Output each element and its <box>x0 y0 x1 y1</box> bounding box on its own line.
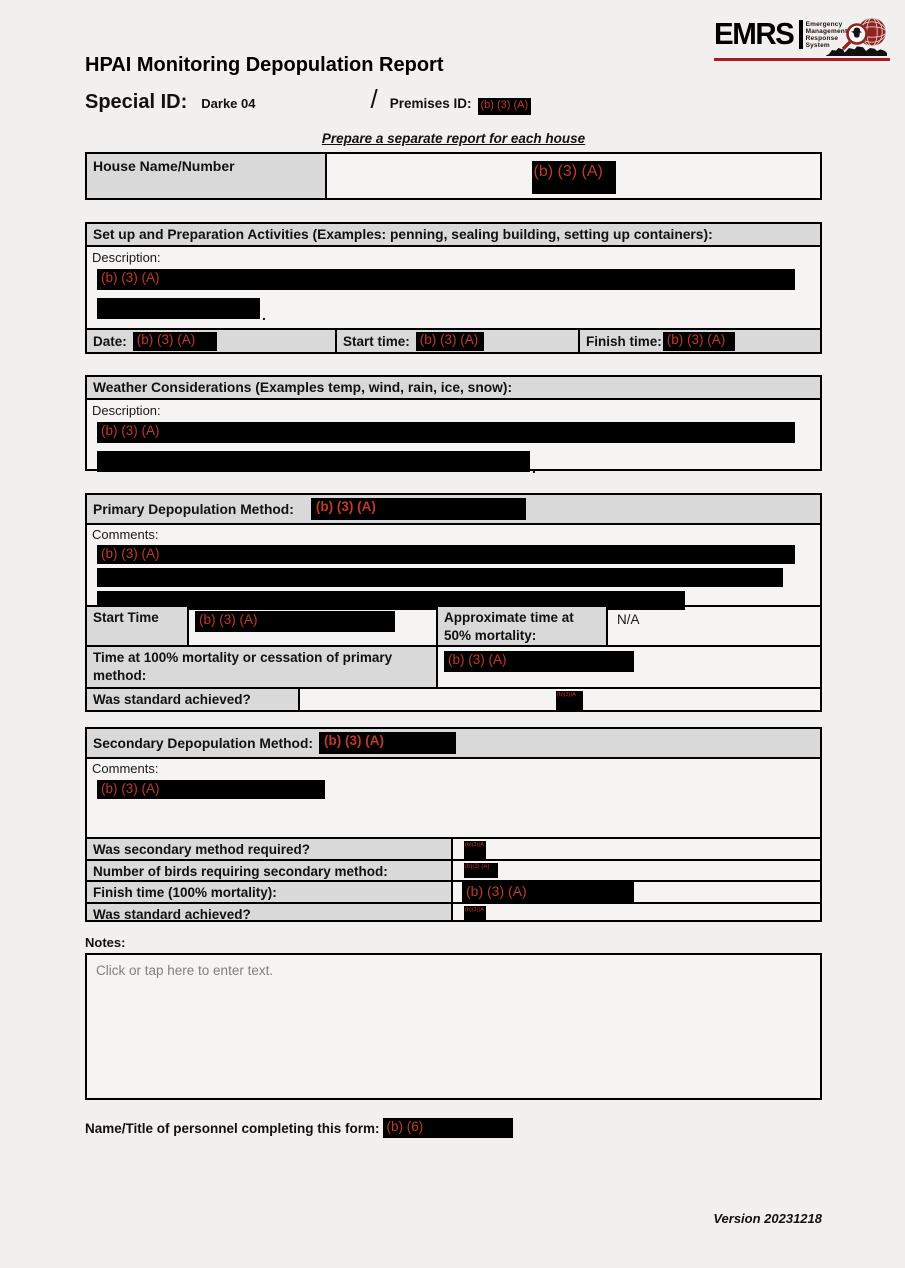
secondary-method-label: Secondary Depopulation Method: <box>93 735 313 751</box>
primary-standard-label-cell <box>87 689 300 710</box>
setup-start-time-cell <box>337 330 580 352</box>
secondary-birds-label: Number of birds requiring secondary method: <box>93 864 388 879</box>
personnel-label: Name/Title of personnel completing this form: <box>85 1120 380 1136</box>
logo-word-system: System <box>805 42 830 49</box>
primary-start-time-cell <box>87 607 189 645</box>
start-time-label: Start time: <box>343 333 410 349</box>
secondary-standard-redaction: (b)(3)(A <box>464 906 486 922</box>
weather-section <box>85 375 822 476</box>
finish-time-redaction: (b) (3) (A) <box>663 332 735 351</box>
primary-start-time-value-cell <box>189 607 438 645</box>
secondary-standard-label: Was standard achieved? <box>93 907 251 922</box>
weather-description-area <box>87 400 820 476</box>
finish-time-label: Finish time: <box>586 333 662 349</box>
house-name-label: House Name/Number <box>87 154 327 198</box>
approx-time-cell <box>438 607 608 645</box>
primary-standard-row <box>87 687 820 710</box>
setup-redaction-bar-2 <box>97 298 260 319</box>
secondary-redaction-bar: (b) (3) (A) <box>97 780 325 799</box>
primary-method-header <box>87 495 820 525</box>
version-text: Version 20231218 <box>713 1211 822 1226</box>
primary-start-time-redaction: (b) (3) (A) <box>195 611 395 632</box>
instruction-note: Prepare a separate report for each house <box>321 131 586 146</box>
globe-magnifier-livestock-icon <box>826 17 896 61</box>
setup-description-area <box>87 247 820 328</box>
weather-section-header: Weather Considerations (Examples temp, wind, rain, ice, snow): <box>87 377 820 400</box>
notes-label: Notes: <box>85 935 126 950</box>
time100-value-cell <box>438 647 820 687</box>
setup-redaction-bar-1: (b) (3) (A) <box>97 269 795 290</box>
secondary-required-row <box>87 837 820 859</box>
secondary-birds-label-cell <box>87 861 453 880</box>
setup-period: . <box>262 307 266 323</box>
secondary-required-redaction: (b)(3)(A <box>464 841 486 859</box>
slash-separator: / <box>370 84 378 114</box>
secondary-standard-value-cell <box>453 904 820 920</box>
primary-start-time-row <box>87 605 820 645</box>
setup-finish-time-cell <box>580 330 820 352</box>
emrs-logo <box>714 16 890 61</box>
approx-time-value: N/A <box>617 612 640 627</box>
primary-method-section <box>85 493 822 712</box>
secondary-method-section <box>85 727 822 922</box>
personnel-line <box>85 1118 513 1138</box>
secondary-method-header <box>87 729 820 759</box>
logo-word-management: Management <box>805 28 848 35</box>
weather-redaction-bar-1: (b) (3) (A) <box>97 422 795 443</box>
primary-standard-value-cell <box>300 689 820 710</box>
premises-id-label: Premises ID: <box>389 96 472 111</box>
house-name-redaction: (b) (3) (A) <box>532 161 616 194</box>
emrs-logo-text: EMRS <box>714 16 794 51</box>
logo-divider <box>799 20 803 49</box>
secondary-finish-label: Finish time (100% mortality): <box>93 885 277 900</box>
secondary-finish-row <box>87 880 820 902</box>
house-name-value-cell <box>327 154 820 198</box>
setup-description-label: Description: <box>92 250 161 265</box>
primary-redaction-bar-2 <box>97 568 783 587</box>
weather-period: . <box>532 460 536 476</box>
secondary-comments-label: Comments: <box>92 761 159 776</box>
setup-date-row <box>87 328 820 352</box>
primary-standard-label: Was standard achieved? <box>93 692 251 707</box>
start-time-redaction: (b) (3) (A) <box>416 332 484 351</box>
secondary-method-redaction: (b) (3) (A) <box>319 732 456 754</box>
secondary-birds-row <box>87 859 820 880</box>
logo-word-response: Response <box>805 35 839 42</box>
setup-date-cell <box>87 330 337 352</box>
secondary-finish-value-cell <box>453 882 820 902</box>
premises-id-redaction: (b) (3) (A) <box>478 98 532 115</box>
time100-label-cell <box>87 647 438 687</box>
special-id-value: Darke 04 <box>201 96 256 111</box>
secondary-required-label-cell <box>87 839 453 859</box>
date-redaction: (b) (3) (A) <box>133 332 217 351</box>
secondary-birds-redaction: (b)(3) (A) <box>464 863 498 878</box>
primary-method-label: Primary Depopulation Method: <box>93 501 294 517</box>
date-label: Date: <box>93 333 127 349</box>
logo-word-emergency: Emergency <box>805 21 843 28</box>
notes-placeholder: Click or tap here to enter text. <box>96 963 274 978</box>
secondary-finish-label-cell <box>87 882 453 902</box>
primary-time100-row <box>87 645 820 687</box>
primary-start-time-label: Start Time <box>93 610 159 625</box>
house-table <box>85 152 822 200</box>
special-id-label: Special ID: <box>85 91 188 113</box>
time100-label: Time at 100% mortality or cessation of primary method: <box>93 650 393 683</box>
secondary-standard-row <box>87 902 820 920</box>
primary-redaction-bar-1: (b) (3) (A) <box>97 545 795 564</box>
page-title: HPAI Monitoring Depopulation Report <box>85 54 444 76</box>
secondary-comments-area <box>87 759 820 837</box>
secondary-finish-redaction: (b) (3) (A) <box>462 882 634 902</box>
secondary-required-value-cell <box>453 839 820 859</box>
time100-redaction: (b) (3) (A) <box>444 651 634 672</box>
setup-section-header: Set up and Preparation Activities (Examples: penning, sealing building, setting up containers): <box>87 224 820 247</box>
primary-comments-area <box>87 525 820 605</box>
secondary-birds-value-cell <box>453 861 820 880</box>
special-id-line <box>85 84 531 115</box>
notes-input[interactable] <box>85 953 822 1100</box>
personnel-redaction: (b) (6) <box>383 1118 513 1138</box>
secondary-required-label: Was secondary method required? <box>93 842 311 857</box>
approx-time-value-cell <box>608 607 820 645</box>
weather-redaction-bar-2 <box>97 451 530 472</box>
primary-comments-label: Comments: <box>92 527 159 542</box>
approx-time-label: Approximate time at 50% mortality: <box>444 610 574 643</box>
secondary-standard-label-cell <box>87 904 453 920</box>
primary-standard-redaction: (b)(3)(A <box>556 691 583 711</box>
setup-section <box>85 222 822 354</box>
weather-description-label: Description: <box>92 403 161 418</box>
primary-method-redaction: (b) (3) (A) <box>311 498 526 520</box>
